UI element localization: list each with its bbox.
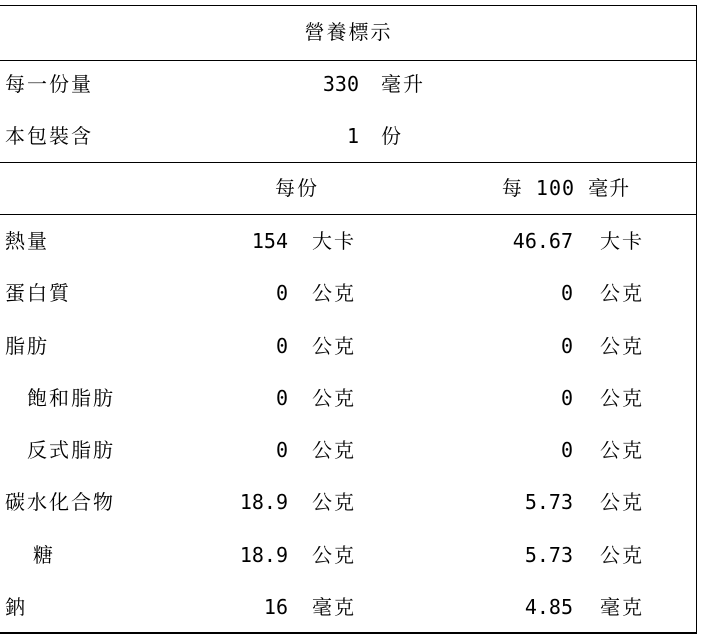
nutrient-per-serving-unit: 公克 [312, 334, 356, 358]
bottom-border [0, 632, 697, 634]
nutrient-per-serving-unit: 公克 [312, 438, 356, 462]
top-border [0, 5, 697, 6]
column-header-per-100: 每 100 毫升 [501, 176, 631, 200]
nutrient-per-serving-value: 16 [263, 595, 288, 619]
serving-size-value: 330 [322, 72, 359, 96]
nutrient-per-serving-value: 0 [275, 334, 288, 358]
nutrient-subrow [0, 385, 697, 411]
nutrient-name: 糖 [33, 543, 55, 567]
nutrient-name: 熱量 [5, 229, 49, 253]
nutrient-per-100-value: 0 [560, 281, 573, 305]
serving-size-row [0, 71, 697, 97]
nutrient-per-serving-value: 18.9 [239, 543, 288, 567]
nutrient-per-100-value: 4.85 [524, 595, 573, 619]
nutrient-per-100-value: 5.73 [524, 490, 573, 514]
nutrient-per-100-unit: 公克 [600, 490, 644, 514]
servings-per-package-label: 本包裝含 [5, 124, 93, 148]
nutrient-per-serving-value: 154 [251, 229, 288, 253]
nutrient-name: 反式脂肪 [27, 438, 115, 462]
nutrient-per-100-value: 0 [560, 438, 573, 462]
servings-per-package-row [0, 123, 697, 149]
nutrient-per-100-unit: 大卡 [600, 229, 644, 253]
divider-serving [0, 162, 697, 163]
servings-per-package-unit: 份 [381, 124, 403, 148]
divider-header [0, 214, 697, 215]
serving-size-unit: 毫升 [381, 72, 425, 96]
column-header-row [0, 175, 697, 201]
nutrient-per-100-unit: 公克 [600, 334, 644, 358]
nutrient-name: 脂肪 [5, 334, 49, 358]
nutrient-per-serving-unit: 公克 [312, 386, 356, 410]
nutrient-per-serving-value: 0 [275, 386, 288, 410]
nutrient-per-100-unit: 公克 [600, 281, 644, 305]
nutrient-per-100-value: 5.73 [524, 543, 573, 567]
column-header-per-serving: 每份 [275, 176, 319, 200]
nutrient-per-100-value: 46.67 [512, 229, 573, 253]
nutrient-per-100-value: 0 [560, 386, 573, 410]
nutrient-per-serving-unit: 公克 [312, 490, 356, 514]
nutrient-per-100-unit: 毫克 [600, 595, 644, 619]
nutrient-per-serving-unit: 公克 [312, 543, 356, 567]
nutrient-name: 飽和脂肪 [27, 386, 115, 410]
nutrient-per-100-unit: 公克 [600, 438, 644, 462]
serving-size-label: 每一份量 [5, 72, 93, 96]
nutrient-row [0, 280, 697, 306]
nutrient-name: 蛋白質 [5, 281, 71, 305]
servings-per-package-value: 1 [346, 124, 359, 148]
nutrient-per-serving-unit: 公克 [312, 281, 356, 305]
label-title: 營養標示 [304, 20, 393, 44]
nutrient-subrow [0, 437, 697, 463]
nutrient-per-serving-value: 18.9 [239, 490, 288, 514]
nutrient-per-serving-unit: 毫克 [312, 595, 356, 619]
nutrient-row [0, 489, 697, 515]
nutrient-name: 碳水化合物 [5, 490, 115, 514]
nutrient-per-100-value: 0 [560, 334, 573, 358]
nutrient-per-serving-value: 0 [275, 281, 288, 305]
nutrient-name: 鈉 [5, 595, 27, 619]
nutrient-per-100-unit: 公克 [600, 386, 644, 410]
nutrient-row [0, 228, 697, 254]
title-row [0, 19, 697, 45]
nutrient-per-serving-unit: 大卡 [312, 229, 356, 253]
nutrient-row [0, 333, 697, 359]
nutrient-per-100-unit: 公克 [600, 543, 644, 567]
nutrient-subrow [0, 542, 697, 568]
nutrient-row [0, 594, 697, 620]
nutrient-per-serving-value: 0 [275, 438, 288, 462]
divider-title [0, 60, 697, 61]
right-border [696, 5, 697, 634]
